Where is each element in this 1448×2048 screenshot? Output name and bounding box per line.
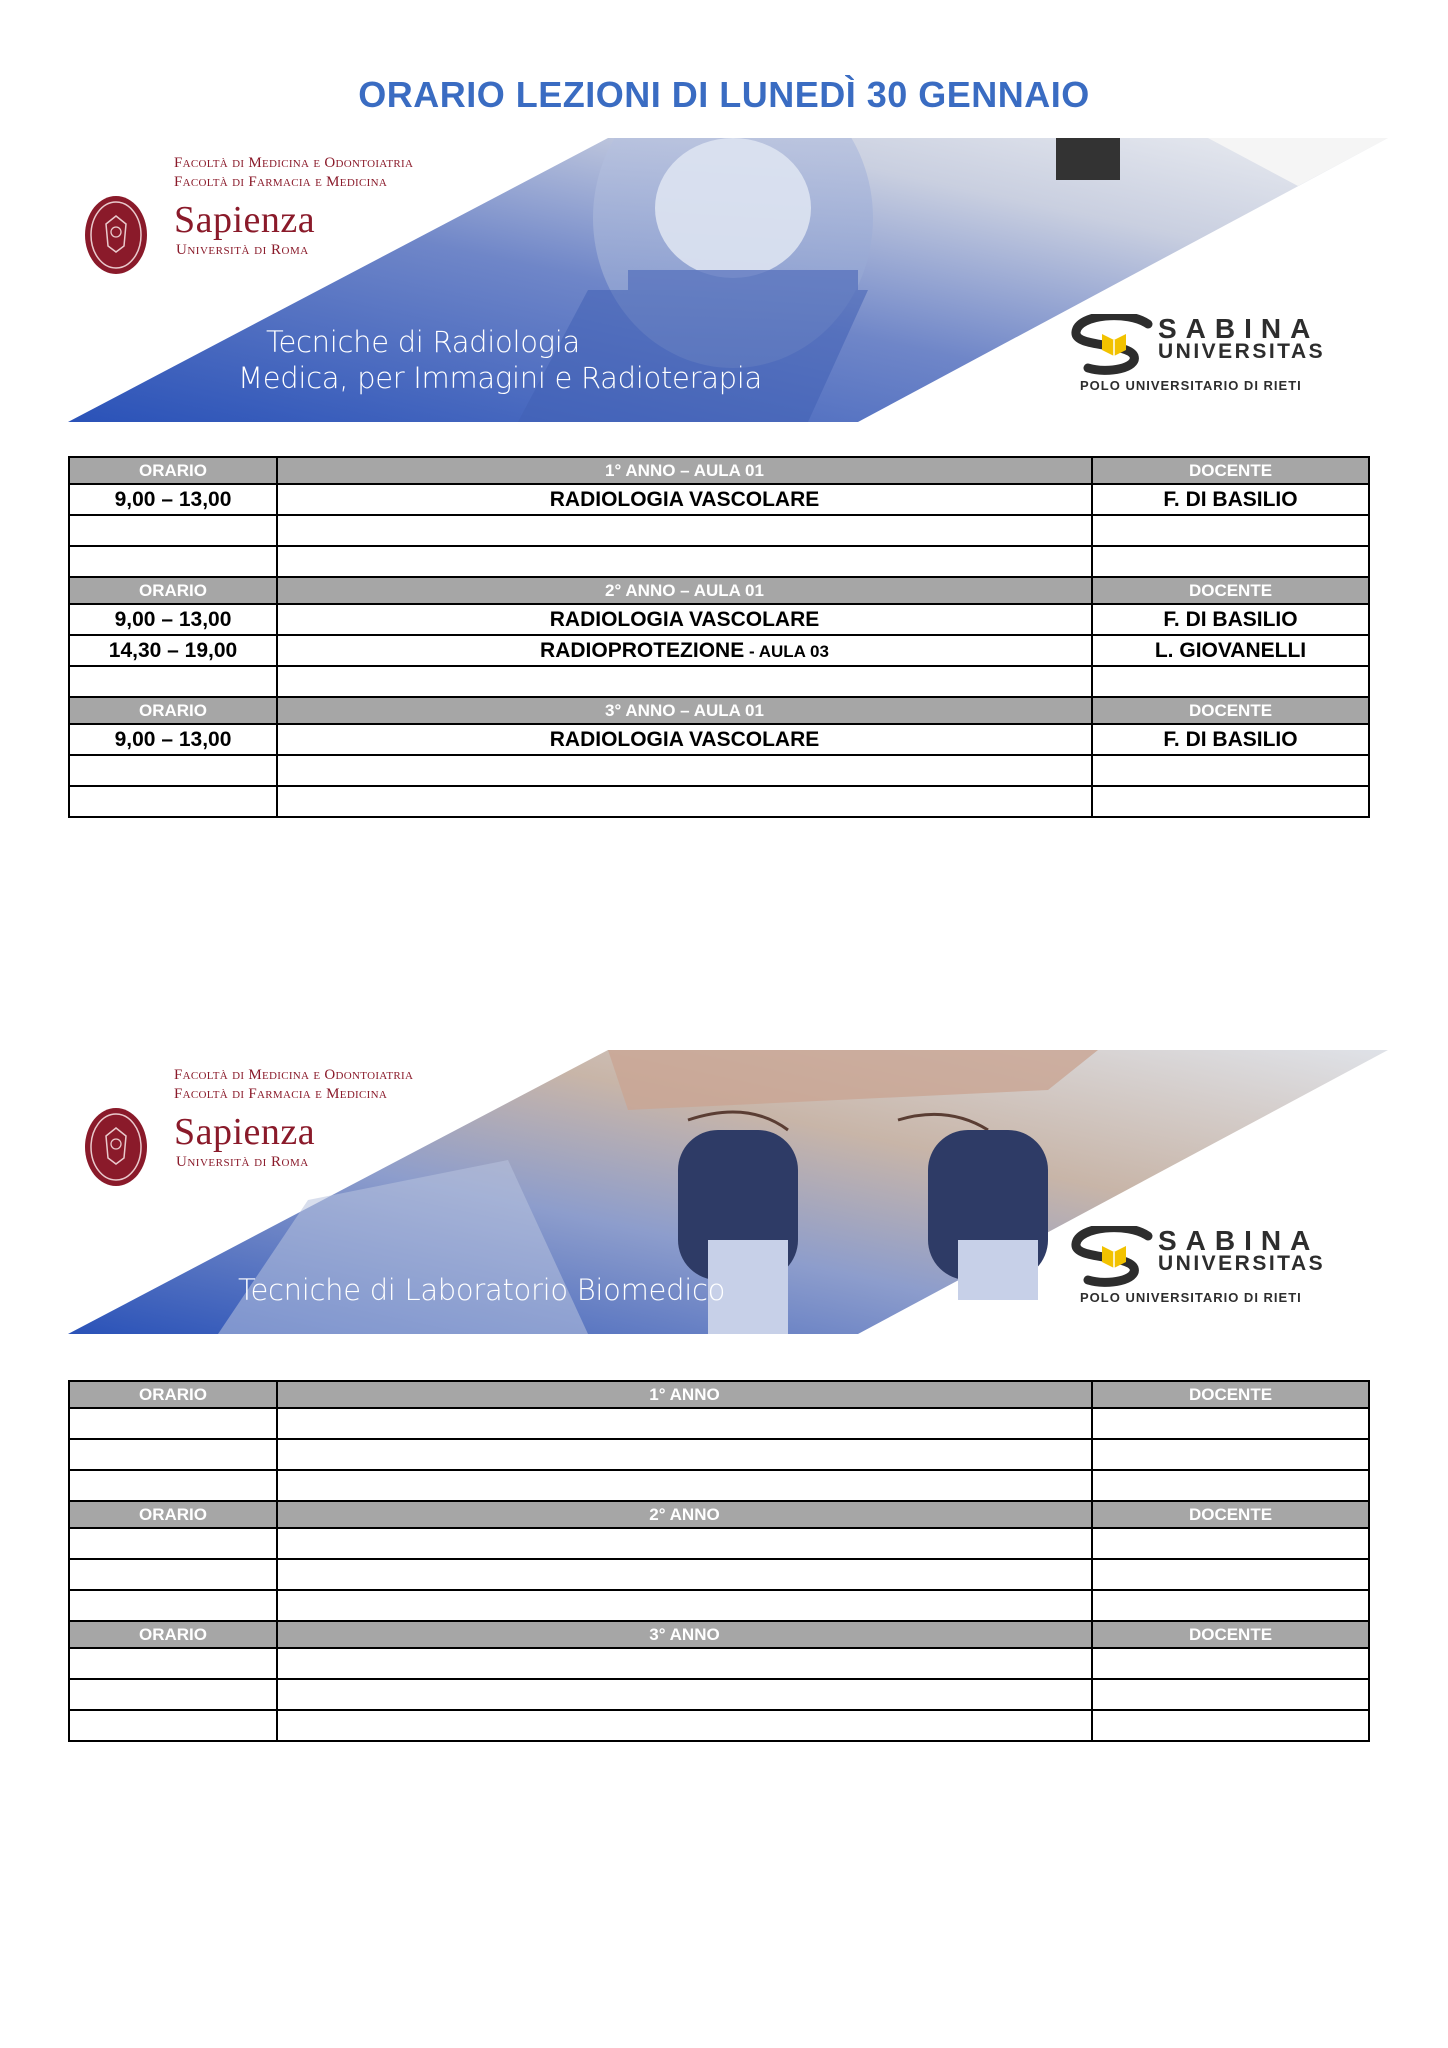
cell-orario [69, 1408, 277, 1439]
sabina-book-icon [1068, 314, 1162, 378]
cell-subject [277, 666, 1092, 697]
faculty-line-2: Facoltà di Farmacia e Medicina [174, 174, 388, 190]
cell-docente: F. DI BASILIO [1092, 724, 1369, 755]
cell-orario [69, 1439, 277, 1470]
sabina-logo [1068, 314, 1368, 404]
table-header-row [69, 1381, 1369, 1408]
table-row [69, 1710, 1369, 1741]
subject-name: RADIOLOGIA VASCOLARE [549, 607, 820, 631]
cell-docente [1092, 546, 1369, 577]
cell-docente [1092, 1408, 1369, 1439]
university-name: Sapienza [174, 1111, 316, 1153]
faculty-names [174, 154, 413, 192]
cell-subject [277, 1408, 1092, 1439]
table-row [69, 1679, 1369, 1710]
faculty-line-1: Facoltà di Medicina e Odontoiatria [174, 1067, 414, 1083]
header-docente: DOCENTE [1092, 457, 1369, 484]
header-subject: 3° ANNO [277, 1621, 1092, 1648]
table-row [69, 1439, 1369, 1470]
course-title-line-2: Medica, per Immagini e Radioterapia [238, 361, 763, 395]
header-docente: DOCENTE [1092, 1381, 1369, 1408]
sabina-polo: POLO UNIVERSITARIO DI RIETI [1080, 378, 1302, 393]
subject-name: RADIOLOGIA VASCOLARE [549, 727, 820, 751]
cell-orario [69, 786, 277, 817]
sabina-word: SABINA [1158, 1225, 1320, 1256]
cell-orario [69, 515, 277, 546]
cell-docente [1092, 1470, 1369, 1501]
sapienza-seal-icon [84, 1106, 148, 1188]
sabina-polo: POLO UNIVERSITARIO DI RIETI [1080, 1290, 1302, 1305]
cell-orario: 9,00 – 13,00 [69, 604, 277, 635]
header-subject: 1° ANNO – AULA 01 [277, 457, 1092, 484]
table-header-row [69, 457, 1369, 484]
header-orario: ORARIO [69, 697, 277, 724]
cell-orario [69, 546, 277, 577]
cell-docente [1092, 515, 1369, 546]
cell-orario: 9,00 – 13,00 [69, 724, 277, 755]
subject-name: RADIOPROTEZIONE [540, 638, 745, 662]
subject-room-note: - AULA 03 [744, 641, 829, 661]
cell-subject [277, 1590, 1092, 1621]
header-docente: DOCENTE [1092, 1621, 1369, 1648]
table-row [69, 635, 1369, 666]
table-row [69, 515, 1369, 546]
banner-laboratory [68, 1050, 1388, 1334]
table-header-row [69, 1501, 1369, 1528]
cell-orario [69, 666, 277, 697]
table-row [69, 484, 1369, 515]
header-subject: 2° ANNO [277, 1501, 1092, 1528]
cell-subject [277, 1648, 1092, 1679]
sabina-logo [1068, 1226, 1368, 1316]
table-row [69, 786, 1369, 817]
cell-docente [1092, 1559, 1369, 1590]
cell-orario [69, 1590, 277, 1621]
university-subtitle: Università di Roma [176, 1154, 309, 1170]
header-docente: DOCENTE [1092, 1501, 1369, 1528]
cell-docente [1092, 1679, 1369, 1710]
header-subject: 3° ANNO – AULA 01 [277, 697, 1092, 724]
cell-subject [277, 755, 1092, 786]
table-row [69, 1590, 1369, 1621]
sabina-universitas: UNIVERSITAS [1158, 340, 1326, 363]
cell-subject [277, 635, 1092, 666]
cell-subject [277, 1528, 1092, 1559]
faculty-names [174, 1066, 413, 1104]
cell-subject [277, 546, 1092, 577]
table-row [69, 1528, 1369, 1559]
cell-docente [1092, 1528, 1369, 1559]
cell-orario: 9,00 – 13,00 [69, 484, 277, 515]
header-docente: DOCENTE [1092, 697, 1369, 724]
table-row [69, 755, 1369, 786]
cell-orario [69, 1679, 277, 1710]
cell-subject [277, 1470, 1092, 1501]
sabina-universitas: UNIVERSITAS [1158, 1252, 1326, 1275]
cell-docente: F. DI BASILIO [1092, 484, 1369, 515]
cell-docente [1092, 1590, 1369, 1621]
header-subject: 2° ANNO – AULA 01 [277, 577, 1092, 604]
table-row [69, 1408, 1369, 1439]
course-title: Tecniche di Laboratorio Biomedico [238, 1273, 726, 1307]
university-name: Sapienza [174, 199, 316, 241]
table-row [69, 546, 1369, 577]
course-title-line-1: Tecniche di Radiologia [266, 325, 581, 359]
cell-docente [1092, 666, 1369, 697]
header-orario: ORARIO [69, 1621, 277, 1648]
table-header-row [69, 577, 1369, 604]
cell-orario [69, 1528, 277, 1559]
cell-subject [277, 515, 1092, 546]
faculty-line-1: Facoltà di Medicina e Odontoiatria [174, 155, 414, 171]
cell-subject [277, 724, 1092, 755]
table-row [69, 724, 1369, 755]
cell-docente [1092, 1710, 1369, 1741]
cell-docente: L. GIOVANELLI [1092, 635, 1369, 666]
banner-radiology [68, 138, 1388, 422]
schedule-table-radiology [68, 456, 1370, 818]
cell-docente [1092, 1648, 1369, 1679]
cell-docente [1092, 786, 1369, 817]
cell-subject [277, 786, 1092, 817]
cell-docente [1092, 755, 1369, 786]
subject-name: RADIOLOGIA VASCOLARE [549, 487, 820, 511]
table-row [69, 1559, 1369, 1590]
header-orario: ORARIO [69, 1501, 277, 1528]
header-docente: DOCENTE [1092, 577, 1369, 604]
header-orario: ORARIO [69, 1381, 277, 1408]
cell-docente: F. DI BASILIO [1092, 604, 1369, 635]
cell-subject [277, 604, 1092, 635]
cell-subject [277, 1710, 1092, 1741]
cell-orario: 14,30 – 19,00 [69, 635, 277, 666]
sapienza-seal-icon [84, 194, 148, 276]
cell-docente [1092, 1439, 1369, 1470]
table-header-row [69, 1621, 1369, 1648]
cell-orario [69, 1648, 277, 1679]
table-row [69, 1648, 1369, 1679]
cell-orario [69, 1470, 277, 1501]
cell-orario [69, 1559, 277, 1590]
cell-subject [277, 1439, 1092, 1470]
cell-orario [69, 1710, 277, 1741]
cell-subject [277, 484, 1092, 515]
page-title: ORARIO LEZIONI DI LUNEDÌ 30 GENNAIO [358, 74, 1090, 115]
table-header-row [69, 697, 1369, 724]
header-subject: 1° ANNO [277, 1381, 1092, 1408]
cell-subject [277, 1679, 1092, 1710]
schedule-table-laboratory [68, 1380, 1370, 1742]
cell-orario [69, 755, 277, 786]
table-row [69, 604, 1369, 635]
sabina-book-icon [1068, 1226, 1162, 1290]
faculty-line-2: Facoltà di Farmacia e Medicina [174, 1086, 388, 1102]
university-subtitle: Università di Roma [176, 242, 309, 258]
sabina-word: SABINA [1158, 313, 1320, 344]
table-row [69, 666, 1369, 697]
cell-subject [277, 1559, 1092, 1590]
header-orario: ORARIO [69, 457, 277, 484]
header-orario: ORARIO [69, 577, 277, 604]
table-row [69, 1470, 1369, 1501]
